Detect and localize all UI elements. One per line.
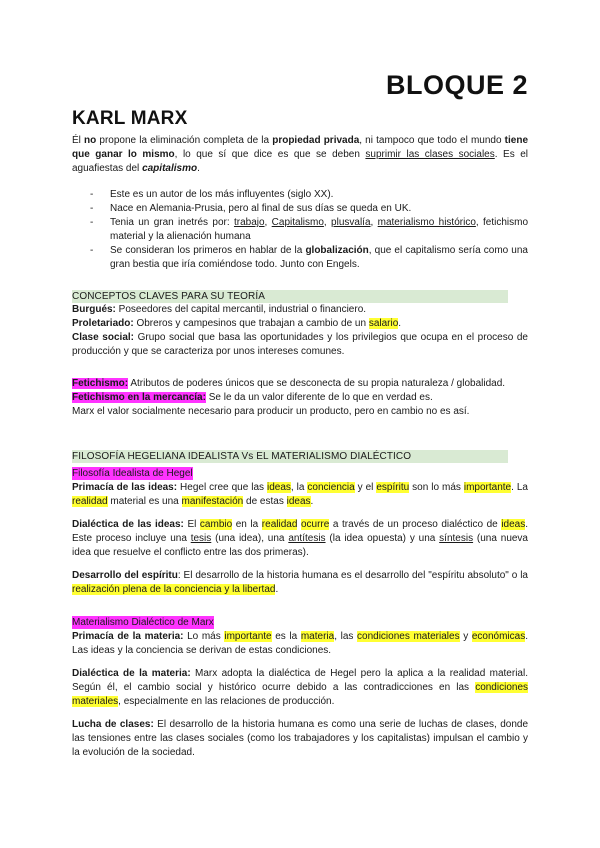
list-item: - Se consideran los primeros en hablar de la globalización, que el capitalismo sería como una gran bestia que iría comiéndose todo. Junto con Engels. xyxy=(110,244,528,272)
list-item: - Este es un autor de los más influyentes (siglo XX). xyxy=(110,188,528,202)
definition-clase-social: Clase social: Grupo social que basa las oportunidades y los privilegios que ocupa en el proceso de producción y que se caracteriza por unos intereses comunes. xyxy=(72,332,528,357)
fetichismo-note: Marx el valor socialmente necesario para producir un producto, pero en cambio no es así. xyxy=(72,406,470,417)
block-heading: BLOQUE 2 xyxy=(385,70,528,100)
page-title: KARL MARX xyxy=(72,108,188,129)
definition-proletariado: Proletariado: Obreros y campesinos que trabajan a cambio de un salario. xyxy=(72,318,402,329)
fetichismo-section xyxy=(72,377,528,419)
dialectica-materia: Dialéctica de la materia: Marx adopta la dialéctica de Hegel pero la aplica a la realidad material. Según él, el cambio social y histórico ocurre debido a las contradicciones en las condiciones materiales, especialmente en las relaciones de producción. xyxy=(72,668,528,707)
intro-section xyxy=(72,134,528,272)
section-heading: FILOSOFÍA HEGELIANA IDEALISTA Vs EL MATERIALISMO DIALÉCTICO xyxy=(72,450,508,463)
primacia-materia: Primacía de la materia: Lo más importante es la materia, las condiciones materiales y económicas. Las ideas y la conciencia se derivan de estas condiciones. xyxy=(72,631,528,656)
hegel-section xyxy=(72,450,528,597)
subsection-heading: Materialismo Dialéctico de Marx xyxy=(72,617,214,628)
author-bullet-list xyxy=(72,188,528,272)
list-item: - Tenia un gran inetrés por: trabajo, Capitalismo, plusvalía, materialismo histórico, fetichismo material y la alienación humana xyxy=(110,216,528,244)
materialismo-section xyxy=(72,612,528,760)
primacia-ideas: Primacía de las ideas: Hegel cree que las ideas, la conciencia y el espíritu son lo más importante. La realidad material es una manifestación de estas ideas. xyxy=(72,482,528,507)
subsection-heading: Filosofía Idealista de Hegel xyxy=(72,468,193,479)
list-item: - Nace en Alemania-Prusia, pero al final de sus días se queda en UK. xyxy=(110,202,528,216)
definition-fetichismo: Fetichismo: Atributos de poderes únicos que se desconecta de su propia naturaleza / globalidad. xyxy=(72,378,506,389)
conceptos-section xyxy=(72,290,528,359)
definition-burgues: Burgués: Poseedores del capital mercantil, industrial o financiero. xyxy=(72,304,367,315)
section-heading: CONCEPTOS CLAVES PARA SU TEORÍA xyxy=(72,290,508,303)
definition-fetichismo-mercancia: Fetichismo en la mercancía: Se le da un valor diferente de lo que en verdad es. xyxy=(72,392,433,403)
lucha-clases: Lucha de clases: El desarrollo de la historia humana es como una serie de luchas de clases, donde las tensiones entre las clases sociales (como los trabajadores y los capitalistas) impulsan el cambio y la evolución de la sociedad. xyxy=(72,719,529,758)
dialectica-ideas: Dialéctica de las ideas: El cambio en la realidad ocurre a través de un proceso dialéctico de ideas. Este proceso incluye una tesis (una idea), una antítesis (la idea opuesta) y una síntesis (una nueva idea que resuelve el conflicto entre las dos primeras). xyxy=(72,519,529,558)
desarrollo-espiritu: Desarrollo del espíritu: El desarrollo de la historia humana es el desarrollo del "espíritu absoluto" o la realización plena de la conciencia y la libertad. xyxy=(72,570,528,595)
intro-paragraph: Él no propone la eliminación completa de la propiedad privada, ni tampoco que todo el mundo tiene que ganar lo mismo, lo que sí que dice es que se deben suprimir las clases sociales. Es el aguafiestas del capitalismo. xyxy=(72,135,529,174)
